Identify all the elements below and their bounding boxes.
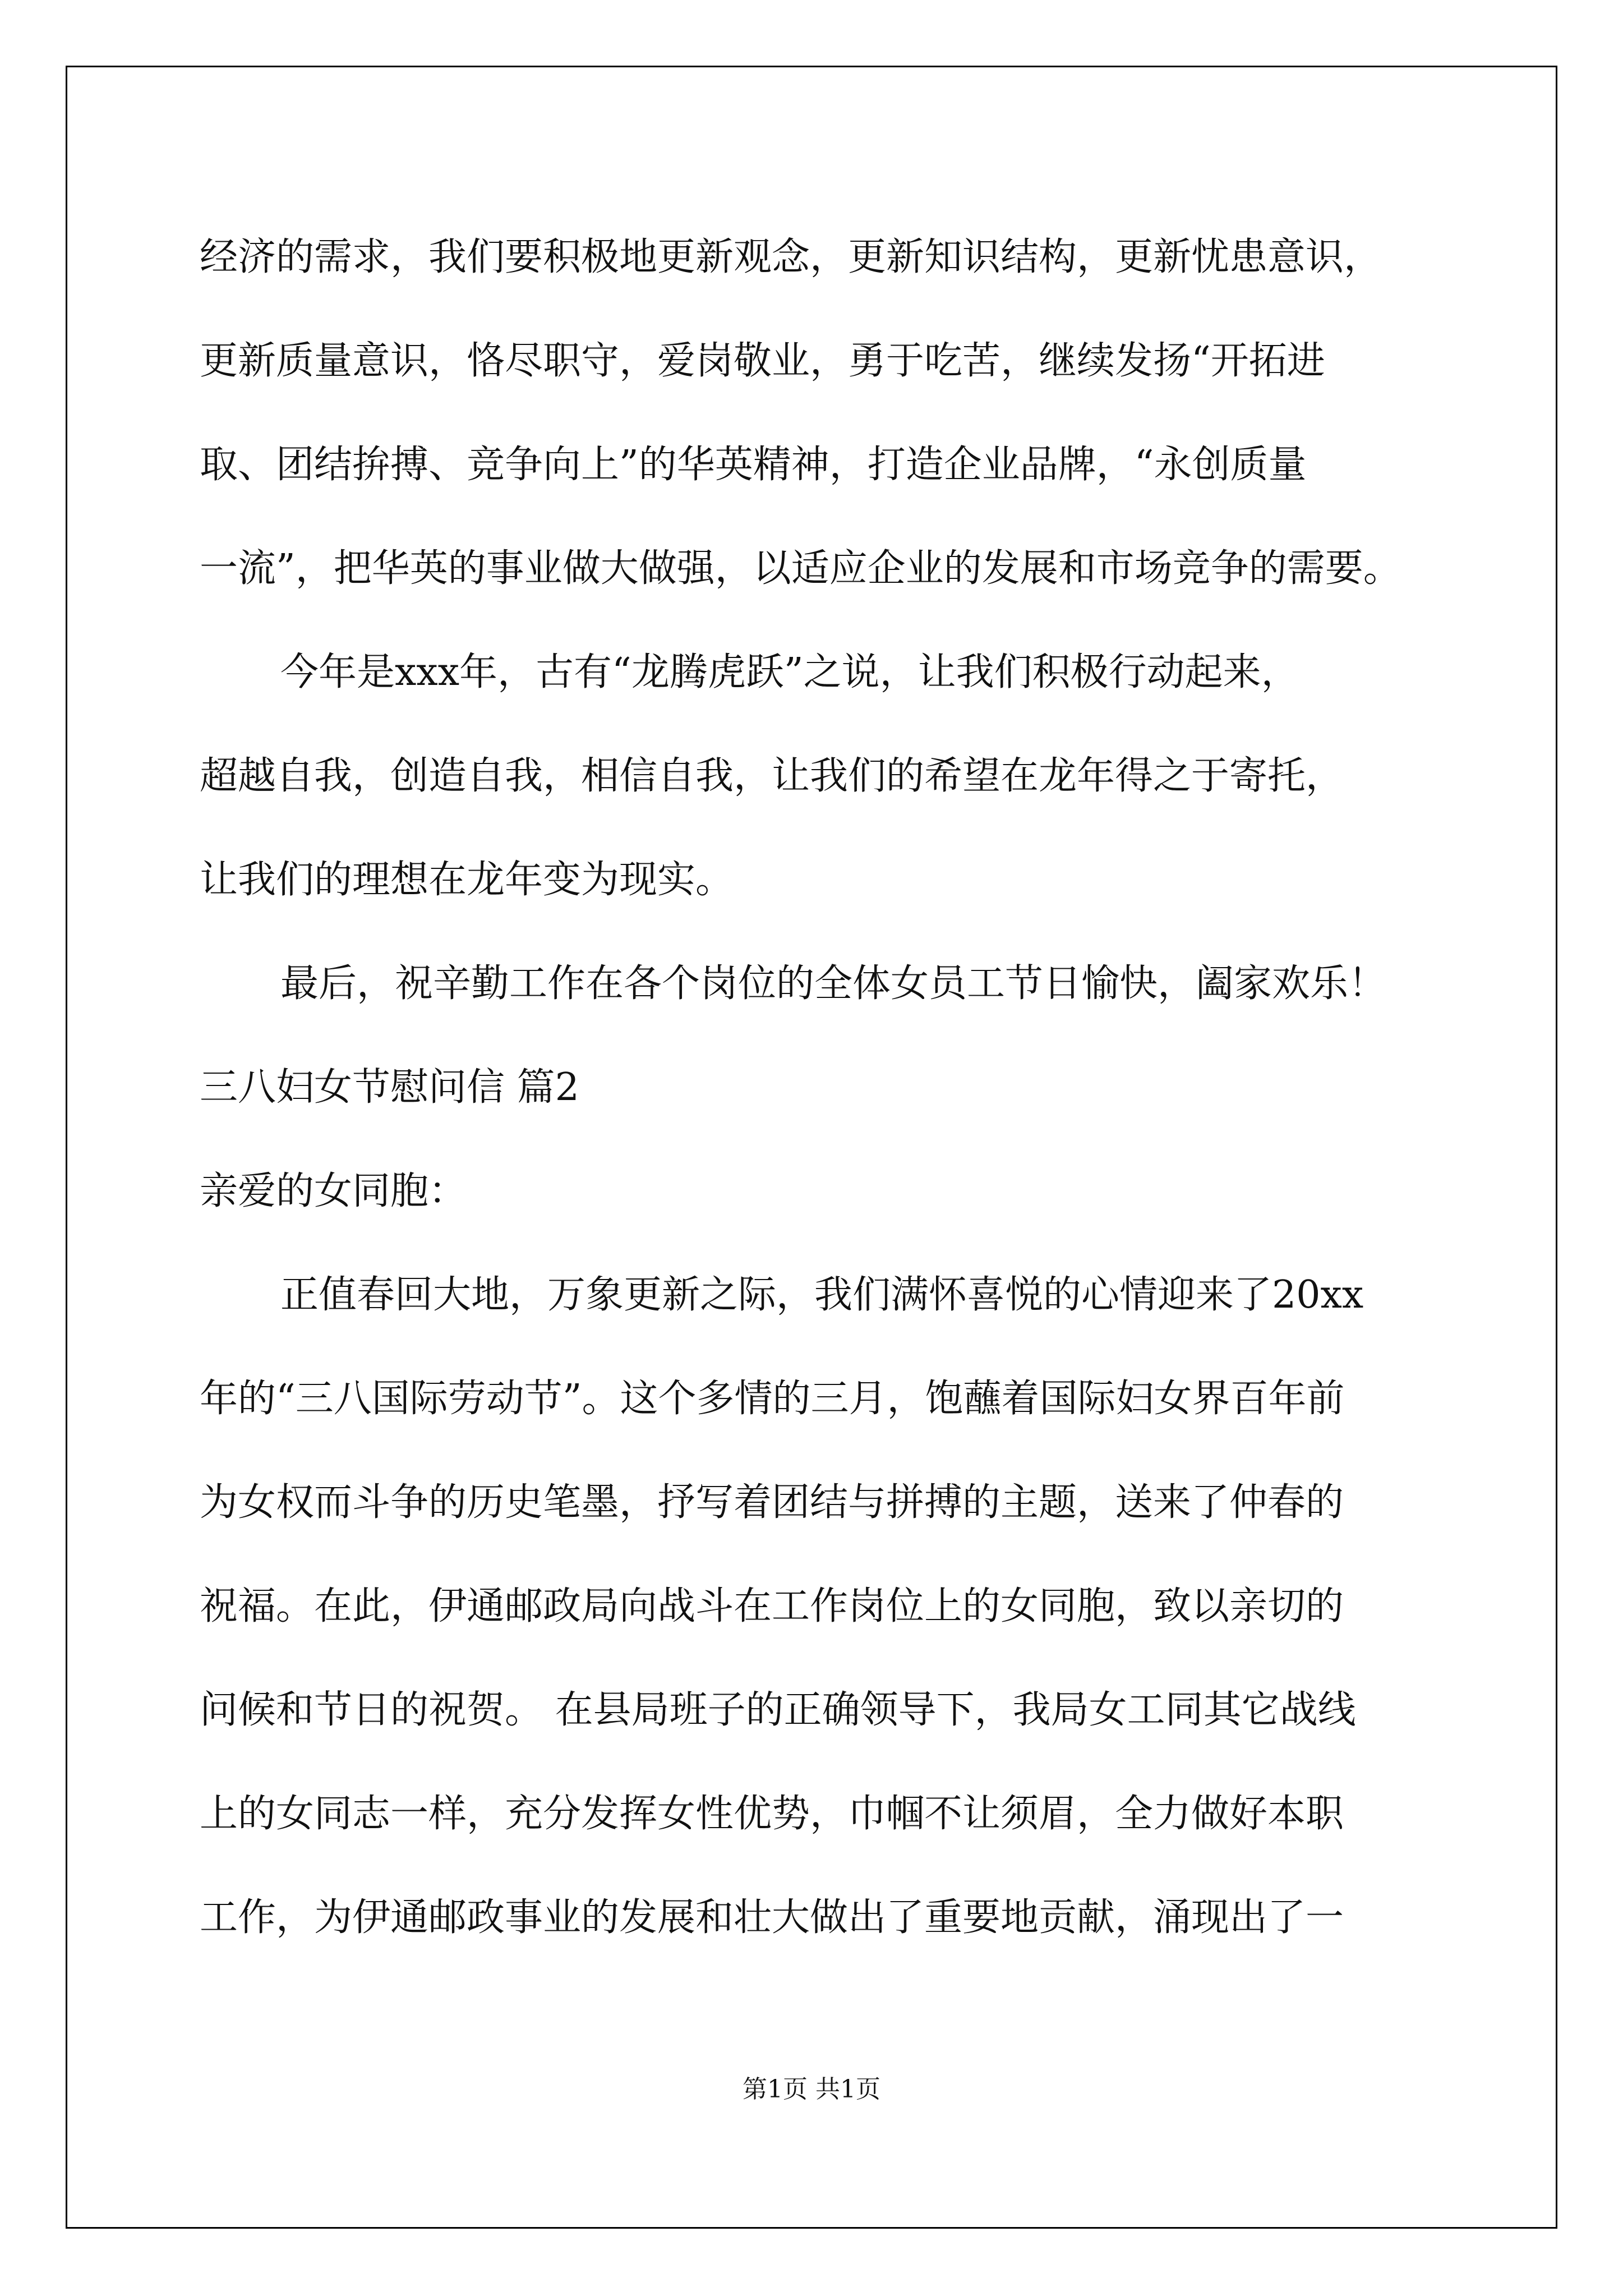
text-line: 更新质量意识，恪尽职守，爱岗敬业，勇于吃苦，继续发扬“开拓进 xyxy=(200,339,1325,383)
document-body xyxy=(200,205,1428,1970)
text-line: 超越自我，创造自我，相信自我，让我们的希望在龙年得之于寄托， xyxy=(200,754,1344,798)
section-heading: 三八妇女节慰问信 篇2 xyxy=(200,1065,579,1110)
text-line: 问候和节日的祝贺。 在县局班子的正确领导下，我局女工同其它战线 xyxy=(200,1688,1356,1732)
text-line: 年的“三八国际劳动节”。这个多情的三月，饱蘸着国际妇女界百年前 xyxy=(200,1377,1345,1421)
salutation: 亲爱的女同胞： xyxy=(200,1169,467,1213)
text-line: 工作，为伊通邮政事业的发展和壮大做出了重要地贡献，涌现出了一 xyxy=(200,1895,1344,1940)
text-line: 上的女同志一样，充分发挥女性优势，巾帼不让须眉，全力做好本职 xyxy=(200,1792,1344,1836)
text-line: 取、团结拚搏、竞争向上”的华英精神，打造企业品牌，“永创质量 xyxy=(200,443,1307,487)
text-line: 一流”，把华英的事业做大做强，以适应企业的发展和市场竞争的需要。 xyxy=(200,546,1401,591)
text-line: 经济的需求，我们要积极地更新观念，更新知识结构，更新忧患意识， xyxy=(200,235,1382,279)
page-footer: 第1页 共1页 xyxy=(743,2075,880,2104)
text-line: 让我们的理想在龙年变为现实。 xyxy=(200,858,734,902)
text-line: 祝福。在此，伊通邮政局向战斗在工作岗位上的女同胞，致以亲切的 xyxy=(200,1584,1344,1628)
text-line: 正值春回大地，万象更新之际，我们满怀喜悦的心情迎来了20xx xyxy=(280,1273,1364,1317)
text-line: 今年是xxx年，古有“龙腾虎跃”之说，让我们积极行动起来， xyxy=(280,650,1299,694)
text-line: 最后，祝辛勤工作在各个岗位的全体女员工节日愉快，阖家欢乐！ xyxy=(280,961,1387,1006)
text-line: 为女权而斗争的历史笔墨，抒写着团结与拼搏的主题，送来了仲春的 xyxy=(200,1480,1344,1525)
